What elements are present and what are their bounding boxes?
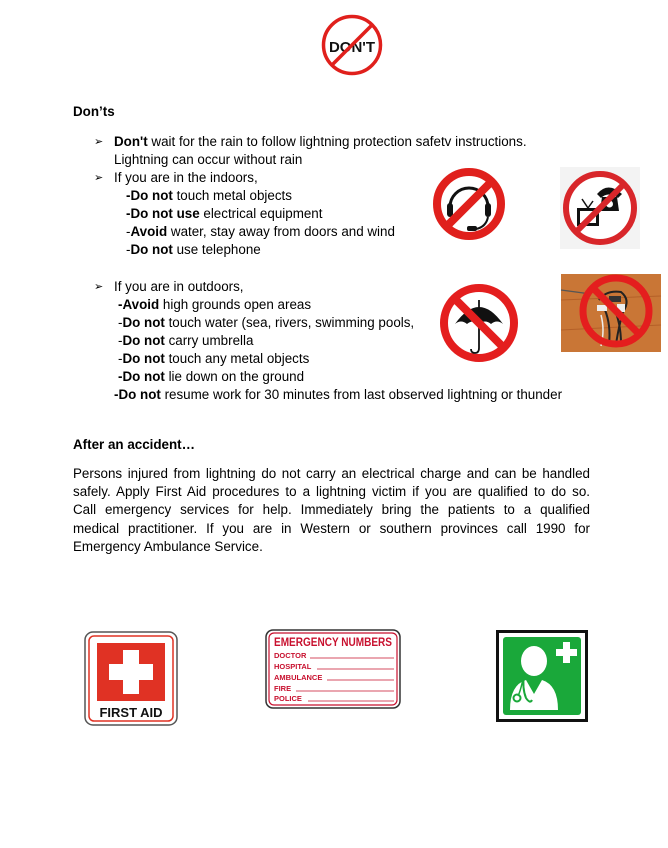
- outdoors-intro: If you are in outdoors,: [114, 279, 244, 294]
- first-aid-sign: [84, 631, 178, 726]
- emergency-row: AMBULANCE: [274, 673, 323, 682]
- outdoors-item: -Do not resume work for 30 minutes from last observed lightning or thunder: [114, 387, 563, 402]
- emergency-row: FIRE: [274, 684, 292, 693]
- emergency-title: EMERGENCY NUMBERS: [274, 635, 392, 649]
- accident-line: medical practitioner. If you are in Western or southern provinces call 1990 for: [73, 520, 590, 536]
- accident-heading: After an accident…: [73, 437, 196, 452]
- bullet-icon: ➢: [94, 281, 104, 293]
- first-aid-label: FIRST AID: [99, 705, 163, 720]
- indoors-item: -Do not touch metal objects: [126, 188, 292, 203]
- indoors-intro: If you are in the indoors,: [114, 170, 258, 185]
- outdoors-item: -Do not touch any metal objects: [118, 351, 310, 366]
- donts-heading: Don’ts: [73, 104, 115, 119]
- indoors-item: -Avoid water, stay away from doors and wind: [126, 224, 395, 239]
- dont-sign-text: DON'T: [328, 39, 376, 56]
- outdoors-item: -Do not carry umbrella: [118, 333, 254, 348]
- rain-item: [114, 133, 527, 151]
- accident-paragraph: [73, 465, 590, 556]
- accident-line: Emergency Ambulance Service.: [73, 538, 263, 554]
- emergency-row: POLICE: [274, 694, 302, 703]
- rain-item-line2: Lightning can occur without rain: [114, 152, 303, 167]
- accident-line: Persons injured from lightning do not carry an electrical charge and can be handled: [73, 466, 590, 481]
- accident-line: Call emergency services for help. Immediately bring the patients to a qualified: [73, 502, 590, 518]
- rain-text: wait for the rain to follow lightning protection safetv instructions.: [147, 134, 527, 149]
- emergency-row: HOSPITAL: [274, 662, 312, 671]
- emergency-numbers-sign: [265, 629, 401, 709]
- no-cables-icon: [561, 270, 661, 352]
- bullet-icon: ➢: [94, 172, 104, 184]
- rain-bold: Don't: [114, 134, 148, 149]
- no-headset-icon: [432, 167, 506, 241]
- emergency-row: DOCTOR: [274, 651, 307, 660]
- accident-line: safely. Apply First Aid procedures to a lightning victim if you are qualified to do so.: [73, 484, 590, 500]
- outdoors-item: -Do not touch water (sea, rivers, swimming pools,: [118, 315, 415, 330]
- bullet-icon: ➢: [94, 136, 104, 148]
- doctor-sign: [496, 630, 588, 722]
- indoors-item: -Do not use electrical equipment: [126, 206, 323, 221]
- no-phone-tv-icon: [560, 167, 640, 249]
- no-umbrella-icon: [438, 282, 520, 364]
- indoors-item: -Do not use telephone: [126, 242, 261, 257]
- outdoors-item: -Avoid high grounds open areas: [118, 297, 312, 312]
- dont-sign-icon: [320, 13, 384, 77]
- outdoors-item: -Do not lie down on the ground: [118, 369, 305, 384]
